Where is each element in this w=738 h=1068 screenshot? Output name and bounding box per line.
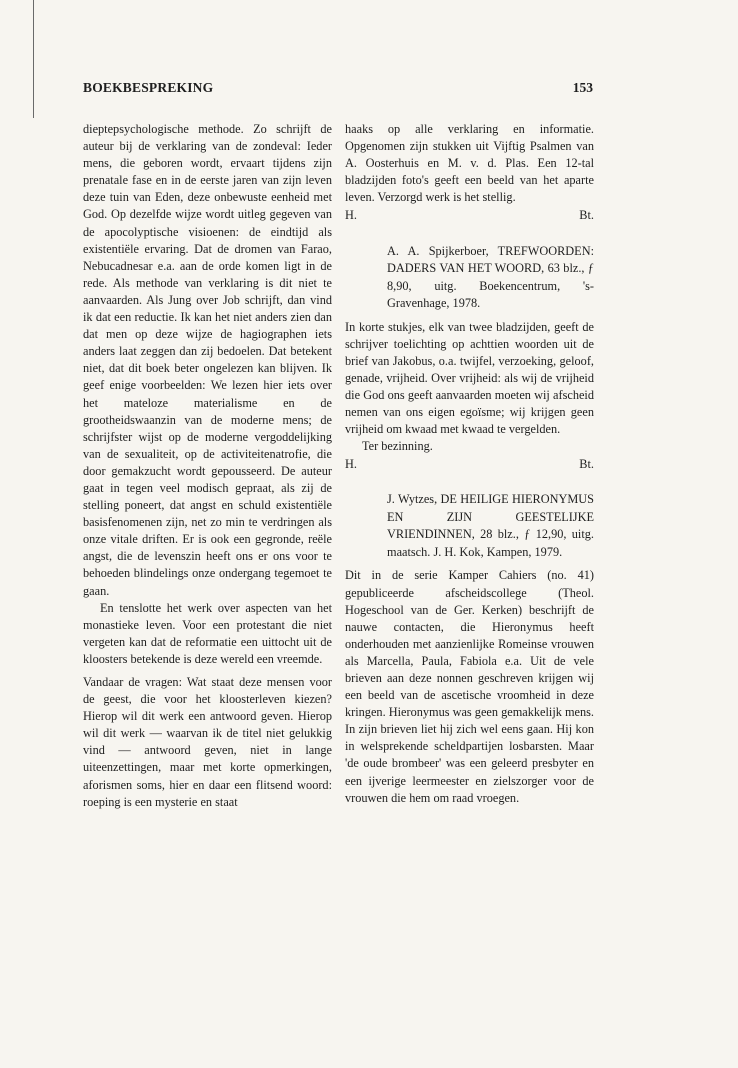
reviewer-signature [345, 207, 594, 224]
review-closing: Ter bezinning. [362, 439, 433, 454]
left-column [83, 121, 332, 811]
body-paragraph: En tenslotte het werk over aspecten van het monastieke leven. Voor een protestant die niet vergeten kan dat de reformatie een uittocht uit de kloosters betekende is deze wereld een vreemde. [83, 600, 332, 666]
book-title: DE HEILIGE HIERONYMUS EN ZIJN GEESTELIJKE VRIENDINNEN, [387, 492, 595, 542]
book-details: 28 blz., ƒ 12,90, uitg. maatsch. J. H. Kok, Kampen, 1979. [387, 527, 594, 559]
review-text: In korte stukjes, elk van twee bladzijden, geeft de schrijver toelichting op achttien woorden uit de brief van Jakobus, o.a. twijfel, verzoeking, geloof, genade, vrijheid. Over vrijheid: als wij de vrijheid die God ons geeft aanvaarden moeten wij afscheid nemen van ons eigen egoïsme; wij krijgen geen vrijheid om kwaad met kwaad te vergelden. [345, 319, 594, 437]
running-head: BOEKBESPREKING [83, 80, 214, 95]
signature-right: Bt. [579, 457, 594, 472]
page-header [83, 80, 593, 98]
page-number: 153 [572, 80, 593, 95]
body-paragraph: dieptepsychologische methode. Zo schrijft de auteur bij de verklaring van de zondeval: Ieder mens, die geboren wordt, ervaart tijdens zijn prenatale fase en in de eerste jaren van zijn leven deze tuin van Eden, deze onbewuste eenheid met God. Op dezelfde wijze wordt uitleg gegeven van de apocolyptische visioenen: de eindtijd als existentiële ervaring. Dat de dromen van Farao, Nebucadnesar e.a. aan de orde komen ligt in de rede. Als methode van verklaring is dit niet te aanvaarden. Als Jung over Job schrijft, dan vind ik dat een reductie. Ik kan het niet anders zien dan dat men op deze wijze de hagiographen iets anders laat zeggen dan zij bedoelen. Dat betekent niet, dat dit boek beter ongelezen kan blijven. Ik geef enige voorbeelden: We lezen hier iets over het mateloze materialisme en de grootheidswaanzin van de moderne mens; de schrijfster wijst op de moderne vergoddelijking van de sexualiteit, op de activiteitenatrofie, die door gemakzucht wordt gepousseerd. De auteur gaat in tegen veel modisch gepraat, als zij de stelling poneert, dat angst en schuld existentiële basisfenomenen zijn, net zo min te verdringen als onze vitale driften. Er is ook een gegronde, reële angst, die de levenszin heeft ons er ons voor te behoeden blindelings onze ondergang tegemoet te gaan. [83, 122, 332, 598]
page-edge-line [33, 0, 34, 118]
review-text: Dit in de serie Kamper Cahiers (no. 41) gepubliceerde afscheidscollege (Theol. Hogeschool van de Ger. Kerken) beschrijft de nauwe contacten, die Hieronymus heeft onderhouden met aanzienlijke Romeinse vrouwen als Marcella, Paula, Fabiola e.a. Uit de vele brieven aan deze nonnen geschreven krijgen wij een beeld van de ascetische vroomheid in deze kringen. Hieronymus was geen gemakkelijk mens. In zijn brieven liet hij zich wel eens gaan. Hij kon in welsprekende scheldpartijen losbarsten. Maar 'de oude brombeer' was een geleerd presbyter en een ijverige leermeester en zielszorger voor de vrouwen die hem om raad vroegen. [345, 568, 594, 805]
reviewer-signature [345, 456, 594, 473]
signature-left: H. [345, 457, 357, 472]
book-title: TREFWOORDEN: DADERS VAN HET WOORD, [387, 243, 594, 276]
book-author: A. A. Spijkerboer, [387, 243, 489, 258]
book-details: 63 blz., ƒ 8,90, uitg. Boekencentrum, 's-Gravenhage, 1978. [387, 261, 595, 311]
right-column [345, 121, 594, 807]
book-entry [387, 491, 594, 561]
book-entry [387, 243, 594, 313]
body-paragraph: Vandaar de vragen: Wat staat deze mensen voor de geest, die voor het kloosterleven kiezen? Hierop wil dit werk een antwoord geven. Hierop wil dit werk — waarvan ik de titel niet gelukkig vind — antwoord geven, niet in lange uiteenzettingen, maar met korte opmerkingen, aforismen soms, hier en daar een flitsend woord: roeping is een mysterie en staat [83, 675, 332, 809]
signature-left: H. [345, 208, 357, 223]
book-author: J. Wytzes, [387, 492, 438, 507]
body-paragraph: haaks op alle verklaring en informatie. Opgenomen zijn stukken uit Vijftig Psalmen van A. Oosterhuis en M. v. d. Plas. Een 12-tal bladzijden foto's geeft een beeld van het aparte leven. Verzorgd werk is het stellig. [345, 122, 594, 205]
signature-right: Bt. [579, 208, 594, 223]
